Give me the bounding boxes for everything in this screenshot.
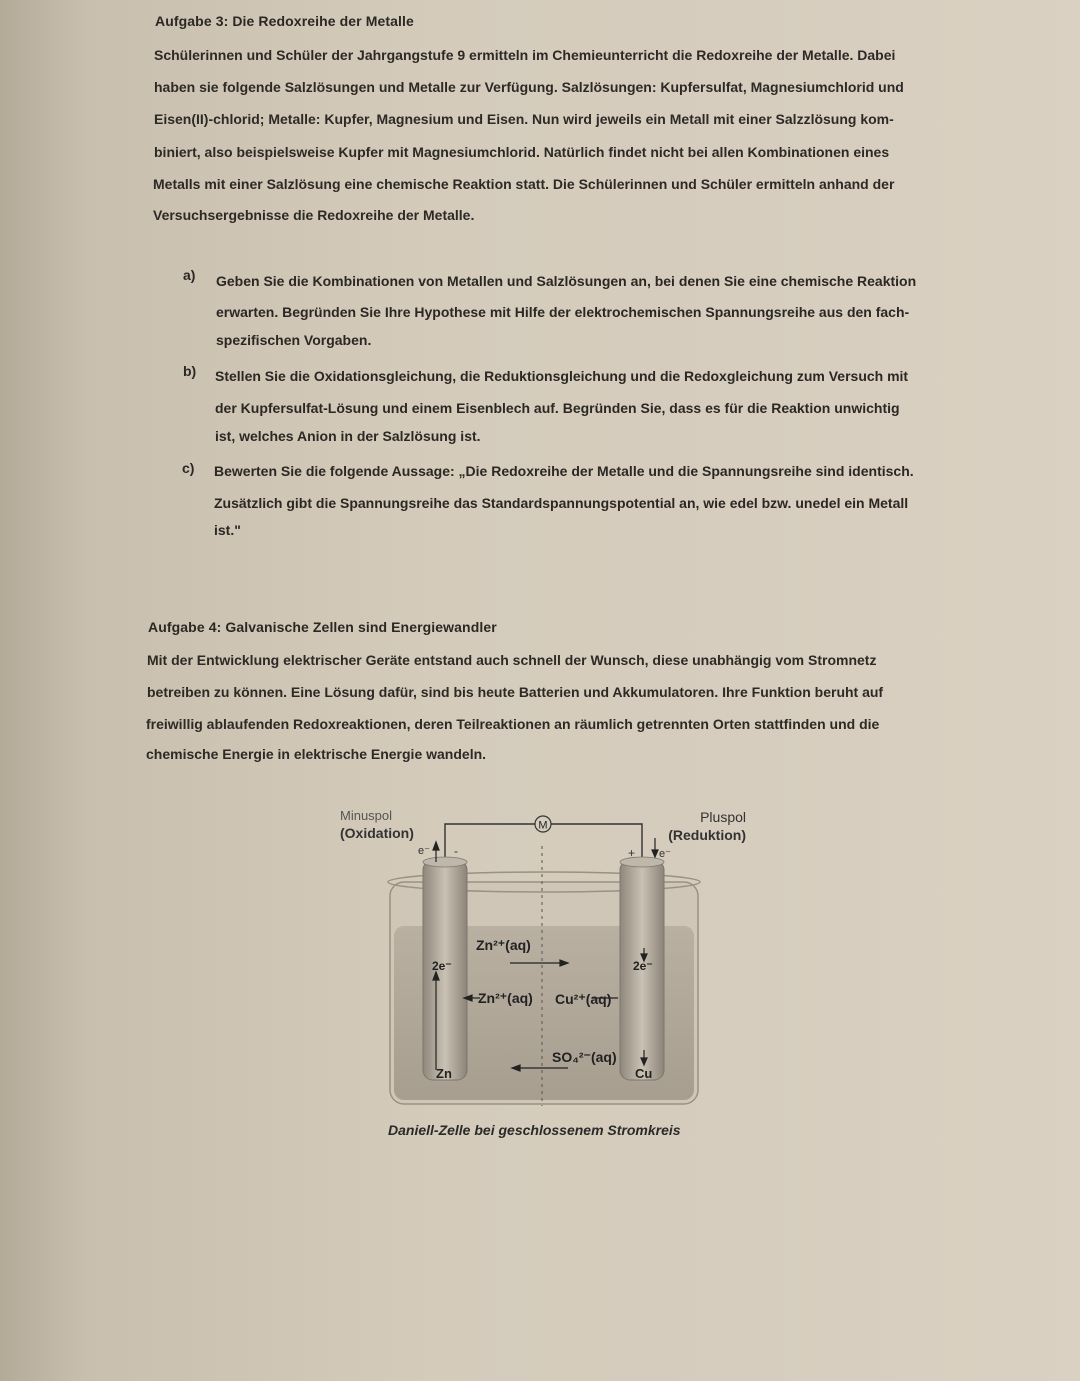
task3-intro-line: Metalls mit einer Salzlösung eine chemische Reaktion statt. Die Schülerinnen und Schüler ermitteln anhand der (153, 176, 895, 192)
task3-intro-line: Versuchsergebnisse die Redoxreihe der Metalle. (153, 207, 475, 223)
ion-cu: Cu²⁺(aq) (555, 991, 612, 1007)
minus-pole-sub: (Oxidation) (340, 825, 414, 841)
task4-intro-line: chemische Energie in elektrische Energie wandeln. (146, 746, 487, 762)
minus-pole-label: Minuspol (340, 808, 393, 823)
meter-label: M (538, 819, 548, 832)
minus-sign: - (454, 844, 458, 858)
task4-intro-line: Mit der Entwicklung elektrischer Geräte entstand auch schnell der Wunsch, diese unabhängig vom Stromnetz (147, 652, 877, 668)
electron-label-right: e⁻ (659, 848, 671, 860)
item-line: Zusätzlich gibt die Spannungsreihe das Standardspannungspotential an, wie edel bzw. unedel ein Metall (214, 495, 909, 511)
ion-so4: SO₄²⁻(aq) (552, 1049, 617, 1065)
electrode-label-cu: Cu (635, 1066, 653, 1081)
item-letter: b) (183, 363, 197, 379)
task4-intro-line: freiwillig ablaufenden Redoxreaktionen, deren Teilreaktionen an räumlich getrennten Orten stattfinden und die (146, 716, 880, 732)
meter-icon (535, 816, 551, 832)
task3-intro-line: Schülerinnen und Schüler der Jahrgangstufe 9 ermitteln im Chemieunterricht die Redoxreihe der Metalle. Dabei (154, 47, 896, 63)
item-line: Bewerten Sie die folgende Aussage: „Die Redoxreihe der Metalle und die Spannungsreihe sind identisch. (214, 463, 914, 479)
item-line: erwarten. Begründen Sie Ihre Hypothese mit Hilfe der elektrochemischen Spannungsreihe aus den fach- (216, 304, 910, 320)
item-line: spezifischen Vorgaben. (216, 332, 372, 348)
item-line: der Kupfersulfat-Lösung und einem Eisenblech auf. Begründen Sie, dass es für die Reaktion unwichtig (215, 400, 900, 416)
item-line: Geben Sie die Kombinationen von Metallen und Salzlösungen an, bei denen Sie eine chemische Reaktion (216, 273, 917, 289)
diagram-caption: Daniell-Zelle bei geschlossenem Stromkreis (388, 1122, 681, 1138)
daniell-cell-diagram (330, 800, 760, 1120)
item-letter: a) (183, 267, 196, 283)
two-electrons-left: 2e⁻ (432, 959, 452, 973)
item-line: ist, welches Anion in der Salzlösung ist. (215, 428, 481, 444)
plus-pole-sub: (Reduktion) (668, 827, 746, 843)
item-line: Stellen Sie die Oxidationsgleichung, die Reduktionsgleichung und die Redoxgleichung zum Versuch mit (215, 368, 909, 384)
item-line: ist." (214, 522, 241, 538)
task3-heading: Aufgabe 3: Die Redoxreihe der Metalle (155, 13, 414, 29)
task3-intro-line: Eisen(II)-chlorid; Metalle: Kupfer, Magnesium und Eisen. Nun wird jeweils ein Metall mit einer Salzzlösung kom- (154, 111, 894, 127)
ion-zn-top: Zn²⁺(aq) (476, 937, 531, 953)
task3-intro-line: haben sie folgende Salzlösungen und Metalle zur Verfügung. Salzlösungen: Kupfersulfat, Magnesiumchlorid und (154, 79, 904, 95)
two-electrons-right: 2e⁻ (633, 959, 653, 973)
plus-pole-label: Pluspol (700, 809, 746, 825)
task3-intro-line: biniert, also beispielsweise Kupfer mit Magnesiumchlorid. Natürlich findet nicht bei allen Kombinationen eines (154, 144, 890, 160)
electron-label-left: e⁻ (418, 845, 430, 857)
plus-sign: + (628, 846, 636, 860)
item-letter: c) (182, 460, 195, 476)
electrode-label-zn: Zn (436, 1066, 452, 1081)
ion-zn-mid: Zn²⁺(aq) (478, 990, 533, 1006)
task4-heading: Aufgabe 4: Galvanische Zellen sind Energiewandler (148, 619, 497, 635)
daniell-cell-svg (330, 800, 760, 1120)
task4-intro-line: betreiben zu können. Eine Lösung dafür, sind bis heute Batterien und Akkumulatoren. Ihre Funktion beruht auf (147, 684, 884, 700)
